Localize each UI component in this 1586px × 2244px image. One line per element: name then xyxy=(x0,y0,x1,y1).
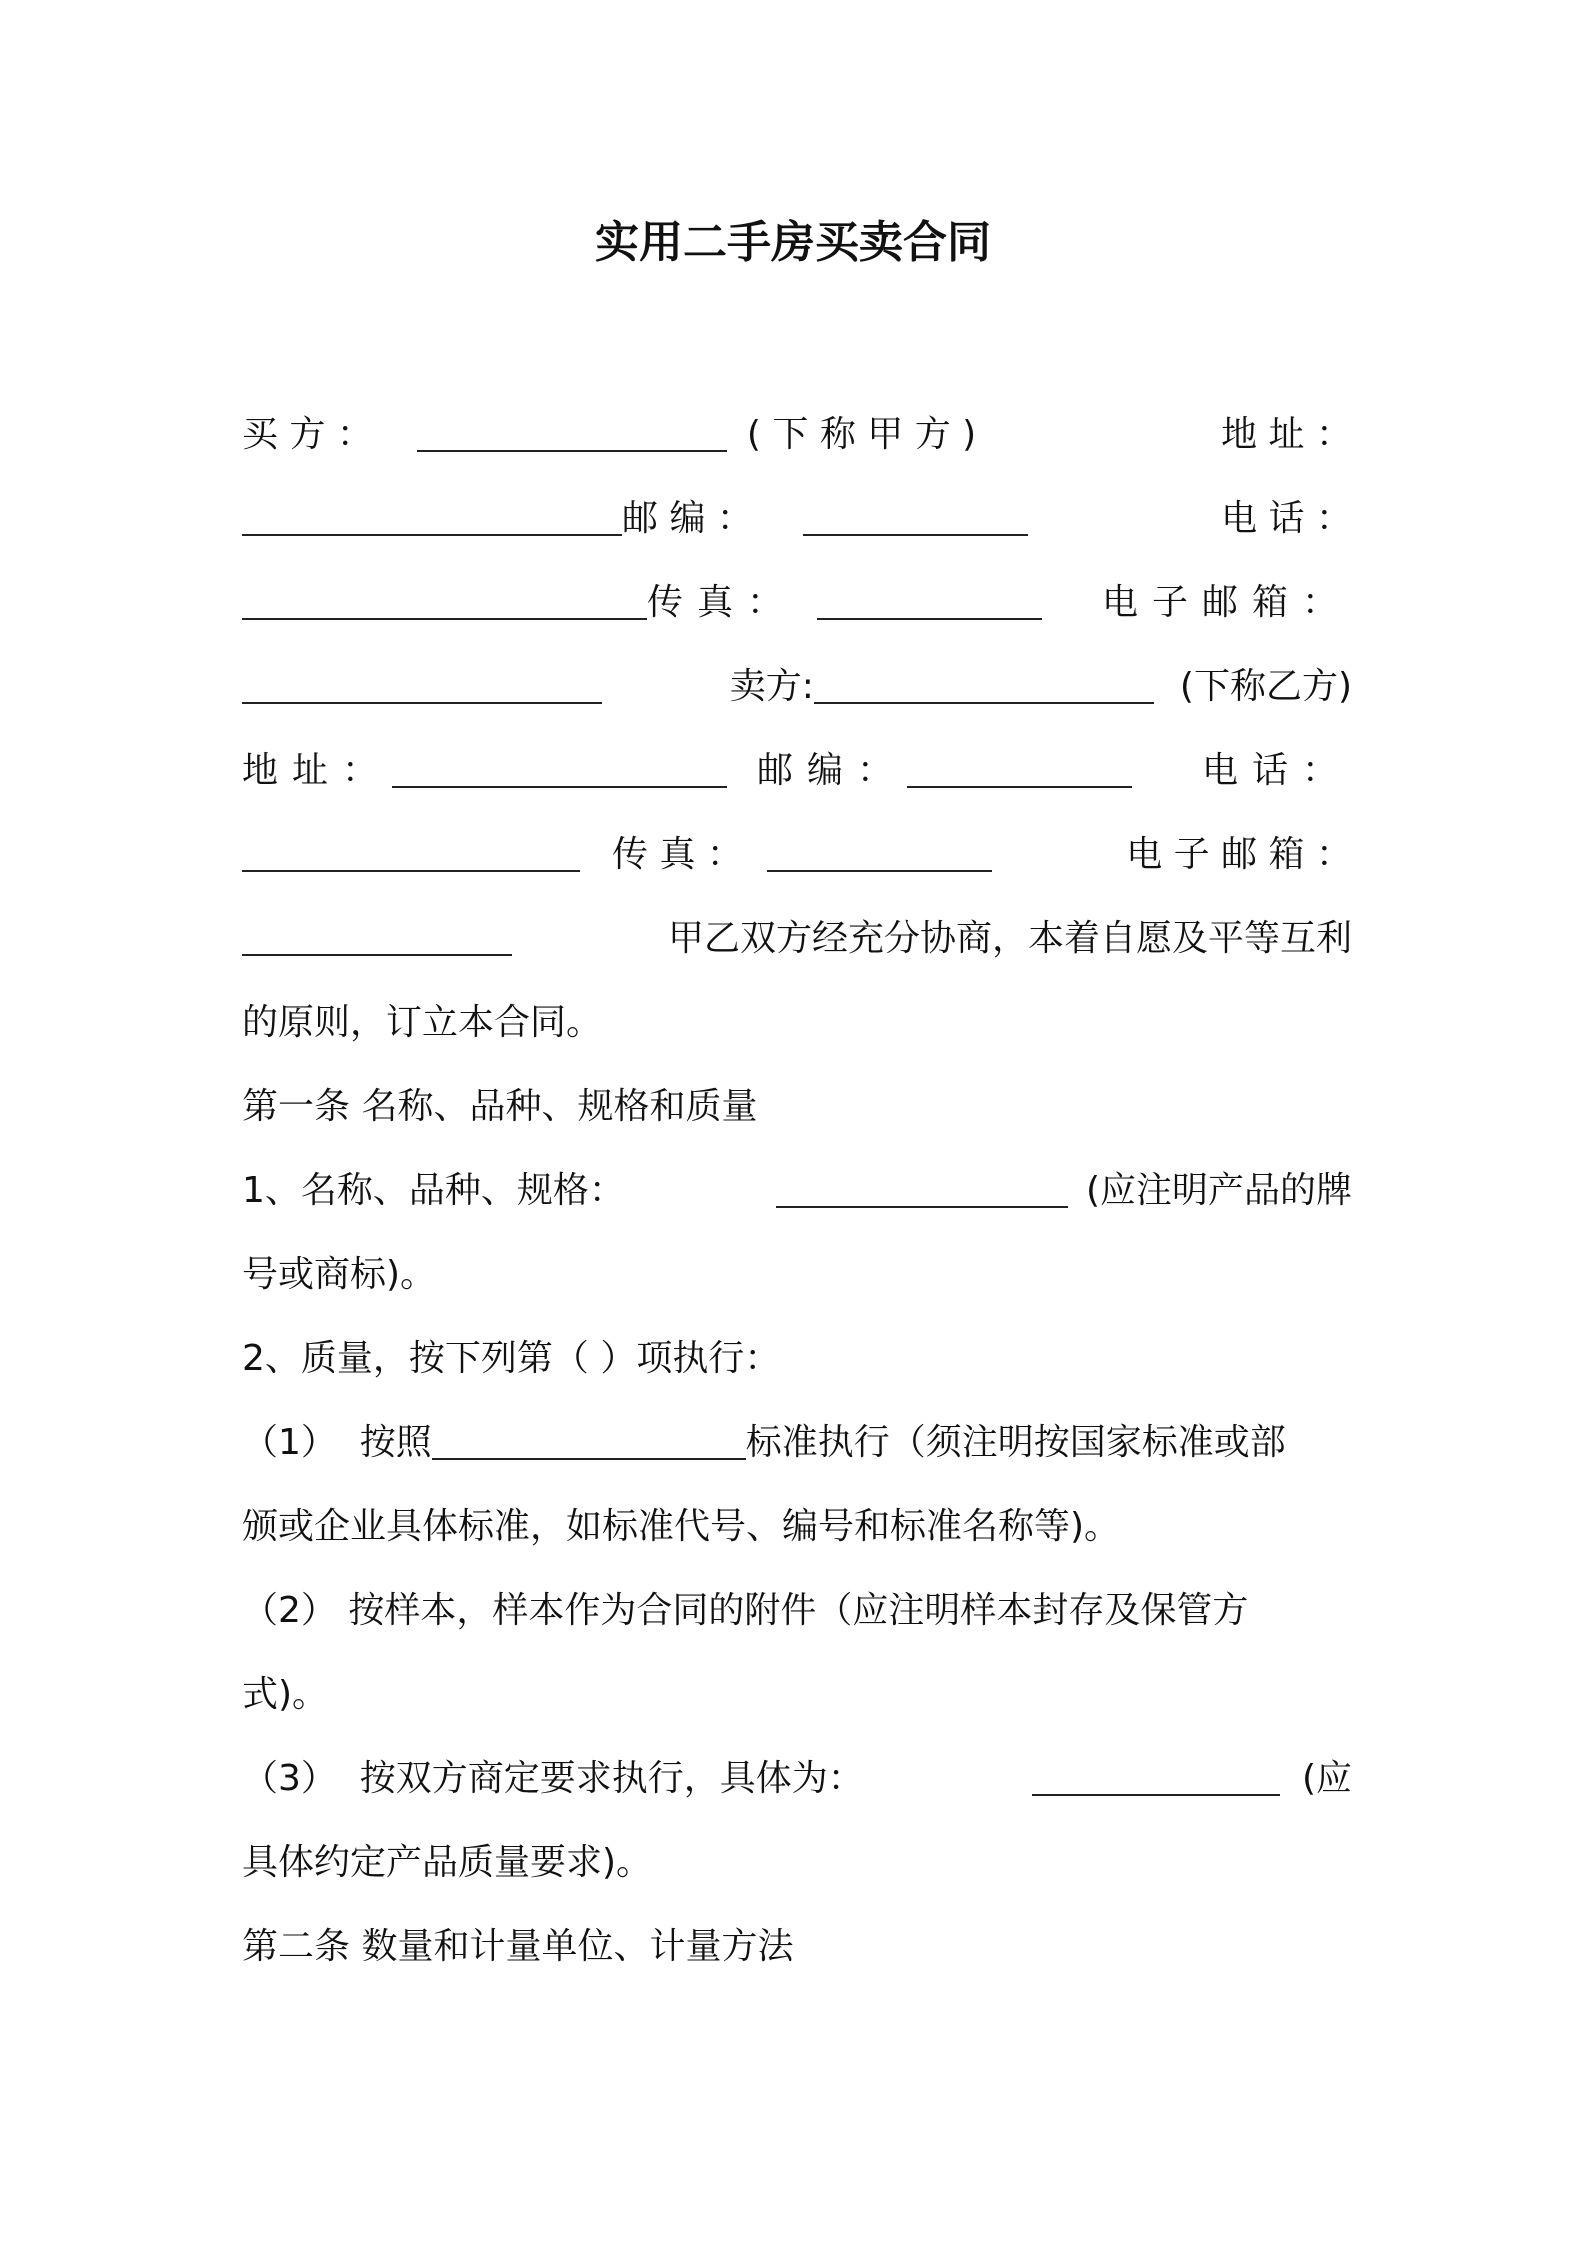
standard-blank[interactable] xyxy=(432,1418,746,1460)
buyer-postcode-blank[interactable] xyxy=(803,494,1028,536)
seller-fax-line xyxy=(242,826,1352,884)
seller-postcode-blank[interactable] xyxy=(907,746,1132,788)
seller-email-blank[interactable] xyxy=(242,914,512,956)
buyer-email-label: 电子邮箱： xyxy=(1101,582,1352,623)
option-3-note: (应 xyxy=(1301,1758,1352,1799)
item-1-note: (应注明产品的牌 xyxy=(1085,1170,1352,1211)
seller-address-label: 地址： xyxy=(242,750,393,791)
quality-requirement-blank[interactable] xyxy=(1032,1754,1280,1796)
item-1-note-end: 号或商标)。 xyxy=(242,1254,437,1295)
buyer-address-blank[interactable] xyxy=(242,494,622,536)
option-1-note-end: 颁或企业具体标准，如标准代号、编号和标准名称等)。 xyxy=(242,1506,1121,1547)
seller-fax-blank[interactable] xyxy=(767,830,992,872)
article-2-heading: 第二条 数量和计量单位、计量方法 xyxy=(242,1926,794,1967)
option-3-note-end: 具体约定产品质量要求)。 xyxy=(242,1842,653,1883)
seller-postcode-label: 邮编： xyxy=(757,750,908,791)
buyer-line xyxy=(242,406,1352,464)
seller-note: (下称乙方) xyxy=(1179,666,1352,707)
seller-line xyxy=(242,658,1352,716)
article-1-heading: 第一条 名称、品种、规格和质量 xyxy=(242,1086,758,1127)
option-3-line xyxy=(242,1750,1352,1808)
item-1-label: 1、名称、品种、规格： xyxy=(242,1170,625,1211)
seller-fax-label: 传 真 ： xyxy=(612,834,743,875)
buyer-note: ( 下 称 甲 方 ) xyxy=(746,414,977,455)
buyer-address-line xyxy=(242,490,1352,548)
option-1-line xyxy=(242,1414,1352,1472)
buyer-postcode-label: 邮 编 ： xyxy=(622,498,753,539)
agreement-text: 甲乙双方经充分协商，本着自愿及平等互利 xyxy=(667,918,1352,959)
seller-address-line xyxy=(242,742,1352,800)
buyer-email-blank[interactable] xyxy=(242,662,602,704)
buyer-name-blank[interactable] xyxy=(417,410,727,452)
seller-address-blank[interactable] xyxy=(392,746,727,788)
option-2-text: （2） 按样本，样本作为合同的附件（应注明样本封存及保管方 xyxy=(242,1590,1249,1631)
buyer-phone-label: 电 话 ： xyxy=(1221,498,1352,539)
agreement-text-end: 的原则，订立本合同。 xyxy=(242,1002,603,1043)
buyer-fax-label: 传真： xyxy=(647,582,798,623)
buyer-fax-blank[interactable] xyxy=(817,578,1042,620)
buyer-fax-line xyxy=(242,574,1352,632)
seller-name-blank[interactable] xyxy=(814,662,1154,704)
option-1-note: 标准执行（须注明按国家标准或部 xyxy=(745,1422,1286,1463)
item-1-line xyxy=(242,1162,1352,1220)
seller-phone-blank[interactable] xyxy=(242,830,580,872)
seller-phone-label: 电话： xyxy=(1201,750,1352,791)
product-spec-blank[interactable] xyxy=(776,1166,1068,1208)
option-1-label: （1） 按照 xyxy=(242,1422,432,1463)
option-3-label: （3） 按双方商定要求执行，具体为： xyxy=(242,1758,864,1799)
buyer-phone-blank[interactable] xyxy=(242,578,647,620)
buyer-label: 买 方 ： xyxy=(242,414,373,455)
option-2-text-end: 式)。 xyxy=(242,1674,329,1715)
buyer-address-label: 地 址 ： xyxy=(1221,414,1352,455)
agreement-line xyxy=(242,910,1352,968)
seller-email-label: 电 子 邮 箱 ： xyxy=(1126,834,1352,875)
seller-label: 卖方: xyxy=(729,666,814,707)
item-2-label: 2、质量，按下列第（ ）项执行： xyxy=(242,1338,781,1379)
document-title: 实用二手房买卖合同 xyxy=(595,217,991,268)
